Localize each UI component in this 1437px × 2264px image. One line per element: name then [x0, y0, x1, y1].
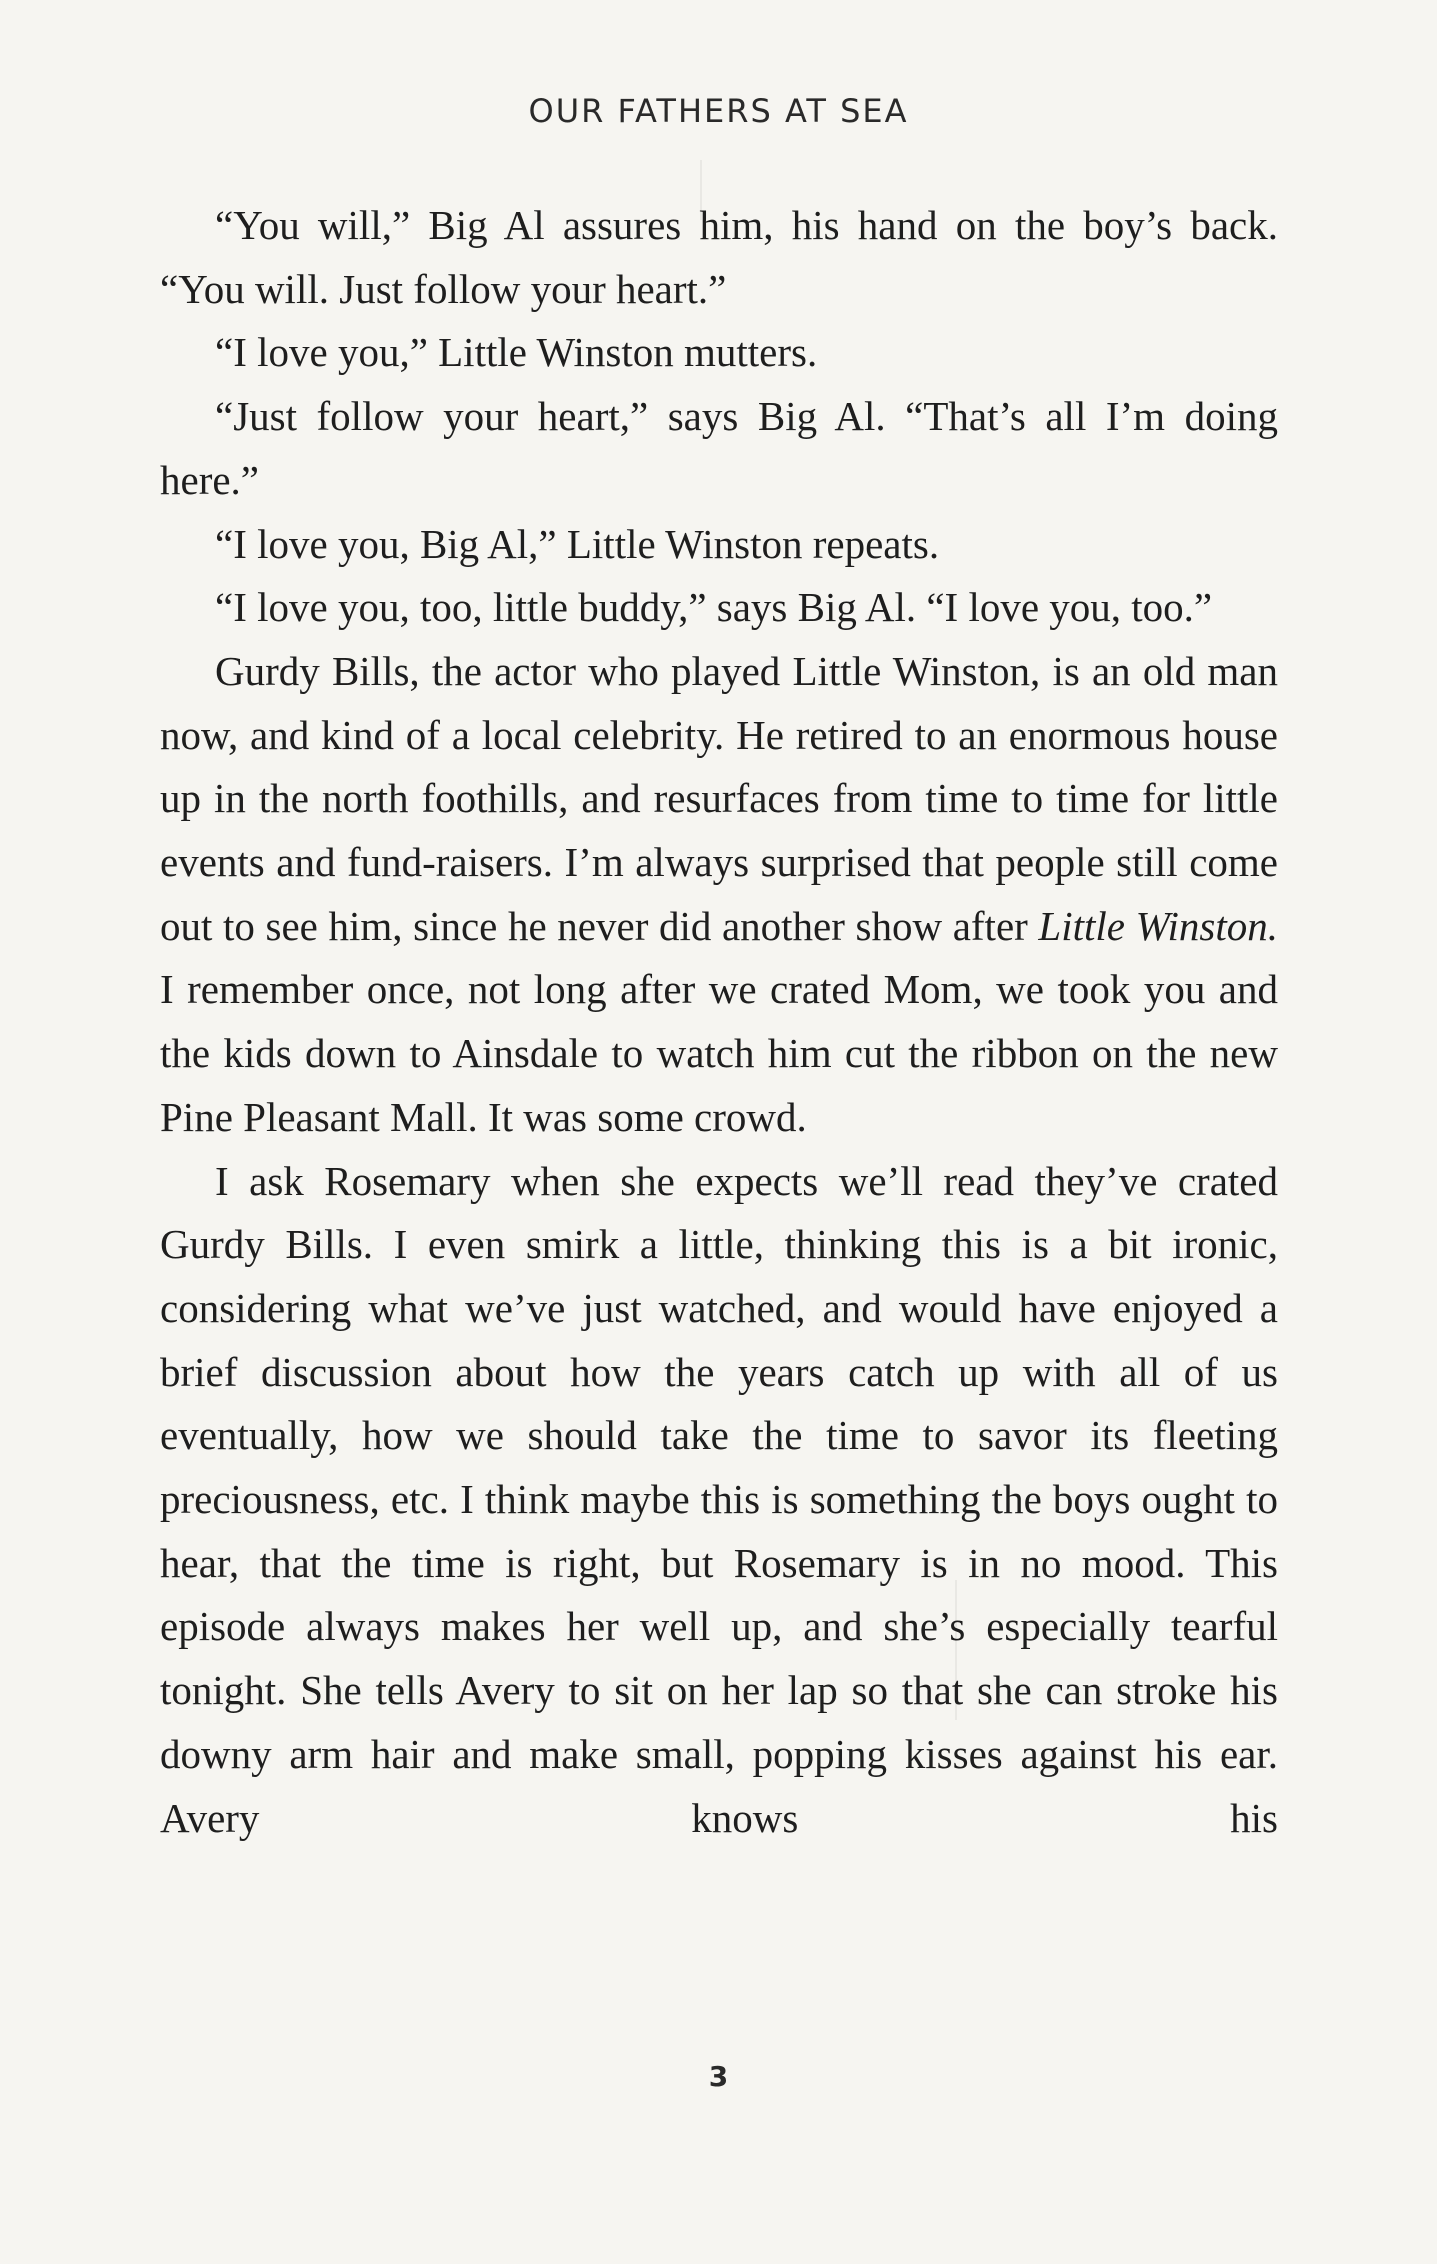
running-head: OUR FATHERS AT SEA: [528, 92, 909, 130]
paragraph: “I love you, Big Al,” Little Winston repeats.: [215, 520, 940, 567]
paragraph-text: I remember once, not long after we crated Mom, we took you and the kids down to Ainsdale to watch him cut the ribbon on the new Pine Pleasant Mall. It was some crowd.: [160, 966, 1278, 1140]
page-number: 3: [708, 2060, 729, 2093]
paragraph: “I love you,” Little Winston mutters.: [215, 329, 818, 376]
paragraph-text: Gurdy Bills, the actor who played Little Winston, is an old man now, and kind of a local celebrity. He retired to an enormous house up in the north foothills, and resurfaces from time to time for little events and fund-raisers. I’m always surprised that people still come out to see him, since he never did another show after: [160, 647, 1278, 949]
body-text: [160, 194, 1278, 1850]
paragraph: I ask Rosemary when she expects we’ll read they’ve crated Gurdy Bills. I even smirk a little, thinking this is a bit ironic, considering what we’ve just watched, and would have enjoyed a brief discussion about how the years catch up with all of us eventually, how we should take the time to savor its fleeting preciousness, etc. I think maybe this is something the boys ought to hear, that the time is right, but Rosemary is in no mood. This episode always makes her well up, and she’s especially tearful tonight. She tells Avery to sit on her lap so that she can stroke his downy arm hair and make small, popping kisses against his ear. Avery knows his: [160, 1157, 1278, 1841]
paragraph: [160, 640, 1278, 1150]
paragraph: “I love you, too, little buddy,” says Big Al. “I love you, too.”: [215, 584, 1213, 631]
paragraph: “You will,” Big Al assures him, his hand on the boy’s back. “You will. Just follow your heart.”: [160, 202, 1278, 312]
paragraph: “Just follow your heart,” says Big Al. “That’s all I’m doing here.”: [160, 393, 1278, 503]
show-title: Little Winston.: [1038, 902, 1278, 949]
